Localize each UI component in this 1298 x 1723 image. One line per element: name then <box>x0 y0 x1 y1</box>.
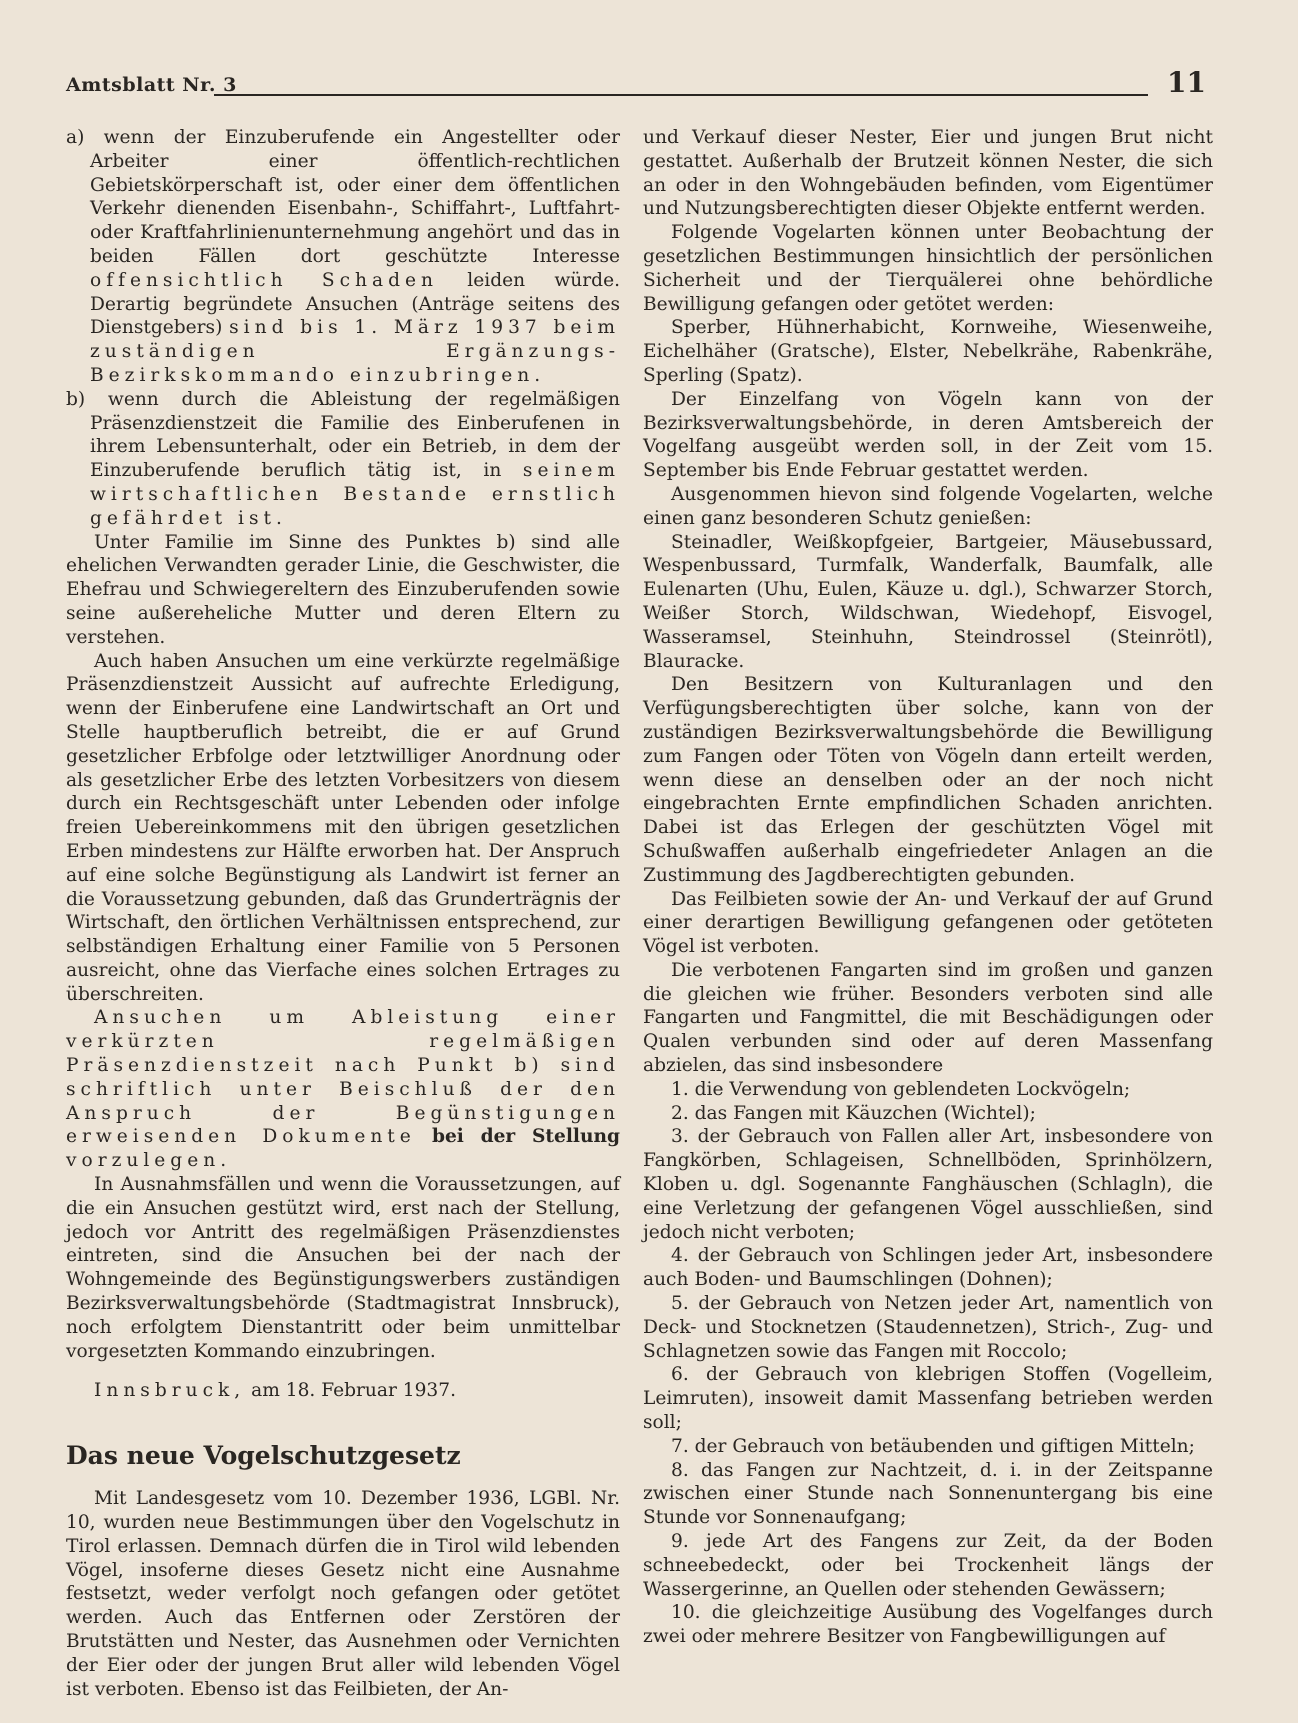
paragraph-family: Unter Familie im Sinne des Punktes b) sind alle ehelichen Verwandten gerader Linie, die Geschwister, die Ehefrau und Schwiegereltern des Einzuberufenden sowie seine außereheliche Mutter und deren Eltern zu verstehen. <box>66 531 620 648</box>
application-spaced-1: Ansuchen um Ableistung einer verkürzten regelmäßigen Präsenzdienstzeit nach Punkt b) sind schriftlich unter Beischluß der den Anspruch der Begünstigungen erweisenden Dokumente <box>66 1007 620 1148</box>
application-bold: bei der Stellung <box>431 1126 620 1148</box>
paragraph-single-catch: Der Einzelfang von Vögeln kann von der Bezirksverwaltungsbehörde, in deren Amtsbereich der Vogelfang ausgeübt werden soll, in der Zeit vom 15. September bis Ende Februar gestattet werden. <box>643 388 1213 482</box>
paragraph-protected-intro: Ausgenommen hievon sind folgende Vogelarten, welche einen ganz besonderen Schutz genießen: <box>643 483 1213 529</box>
date-text: am 18. Februar 1937. <box>251 1380 457 1402</box>
item-b-spaced: seinem wirtschaftlichen Bestande ernstlich gefährdet ist. <box>90 460 621 529</box>
paragraph-exceptions: In Ausnahmsfällen und wenn die Voraussetzungen, auf die ein Ansuchen gestützt wird, erst nach der Stellung, jedoch vor Antritt des regelmäßigen Präsenzdienstes eintreten, sind die Ansuchen bei der nach der Wohngemeinde des Begünstigungswerbers zuständigen Bezirksverwaltungsbehörde (Stadtmagistrat Innsbruck), noch erfolgtem Dienstantritt oder beim unmittelbar vorgesetzten Kommando einzubringen. <box>66 1174 620 1362</box>
paragraph-owners: Den Besitzern von Kulturanlagen und den Verfügungsberechtigten über solche, kann von der zuständigen Bezirksverwaltungsbehörde die Bewilligung zum Fangen oder Töten von Vögeln dann erteilt werden, wenn diese an denselben oder an der noch nicht eingebrachten Ernte empfindlichen Schaden anrichten. Dabei ist das Erlegen der geschützten Vögel mit Schußwaffen außerhalb eingefriedeter Anlagen an die Zustimmung des Jagdberechtigten gebunden. <box>643 674 1213 886</box>
header-rule <box>214 94 1148 96</box>
application-spaced-2: vorzulegen. <box>66 1150 232 1172</box>
list-item: 6. der Gebrauch von klebrigen Stoffen (Vogelleim, Leimruten), insoweit damit Massenfang betrieben werden soll; <box>643 1364 1213 1434</box>
publication-title: Amtsblatt Nr. 3 <box>66 74 237 96</box>
item-a-text: wenn der Einzuberufende ein Angestellter oder Arbeiter einer öffentlich-rechtlichen Gebietskörperschaft ist, oder einer dem öffentlichen Verkehr dienenden Eisenbahn-, Schiffahrt-, Luftfahrt- oder Kraftfahrlinienunternehmung angehört und das in beiden Fällen dort geschützte Interesse <box>90 127 620 267</box>
list-item: 7. der Gebrauch von betäubenden und giftigen Mitteln; <box>671 1435 1195 1457</box>
list-item: 1. die Verwendung von geblendeten Lockvögeln; <box>671 1078 1131 1100</box>
date-place: Innsbruck, <box>94 1380 246 1402</box>
list-item: 2. das Fangen mit Käuzchen (Wichtel); <box>671 1102 1036 1124</box>
list-item: 5. der Gebrauch von Netzen jeder Art, namentlich von Deck- und Stocknetzen (Staudennetzen), Strich-, Zug- und Schlagnetzen sowie das Fangen mit Roccolo; <box>643 1293 1213 1362</box>
item-a <box>66 126 620 388</box>
paragraph-vogelschutz-intro: Mit Landesgesetz vom 10. Dezember 1936, LGBl. Nr. 10, wurden neue Bestimmungen über den Vogelschutz in Tirol erlassen. Demnach dürfen die in Tirol wild lebenden Vögel, insoferne dieses Gesetz nicht eine Ausnahme festsetzt, weder verfolgt noch gefangen oder getötet werden. Auch das Entfernen oder Zerstören der Brutstätten und Nester, das Ausnehmen oder Vernichten der Eier oder der jungen Brut aller wild lebenden Vögel ist verboten. Ebenso ist das Feilbieten, der An- <box>66 1488 620 1700</box>
item-b-text: wenn durch die Ableistung der regelmäßigen Präsenzdienstzeit die Familie des Einberufenen in ihrem Lebensunterhalt, oder ein Betrieb, in dem der Einzuberufende beruflich tätig ist, in <box>90 388 620 482</box>
item-b <box>66 388 620 531</box>
left-column <box>66 126 620 1701</box>
page-header <box>66 66 1206 106</box>
section-title: Das neue Vogelschutzgesetz <box>66 1441 461 1471</box>
paragraph-allowed-species: Sperber, Hühnerhabicht, Kornweihe, Wiesenweihe, Eichelhäher (Gratsche), Elster, Nebelkrähe, Rabenkrähe, Sperling (Spatz). <box>643 317 1213 386</box>
list-item: 10. die gleichzeitige Ausübung des Vogelfanges durch zwei oder mehrere Besitzer von Fangbewilligungen auf <box>643 1602 1213 1648</box>
paragraph-forbidden-methods: Die verbotenen Fangarten sind im großen und ganzen die gleichen wie früher. Besonders verboten sind alle Fangarten und Fangmittel, die mit Beschädigungen oder Qualen verbunden sind oder auf deren Massenfang abzielen, das sind insbesondere <box>643 959 1213 1077</box>
item-a-label: a) <box>66 127 85 148</box>
page-number: 11 <box>1167 66 1206 99</box>
paragraph-nests: und Verkauf dieser Nester, Eier und jungen Brut nicht gestattet. Außerhalb der Brutzeit können Nester, die sich an oder in den Wohngebäuden befinden, vom Eigentümer und Nutzungsberechtigten dieser Objekte entfernt werden. <box>643 127 1213 220</box>
list-item: 9. jede Art des Fangens zur Zeit, da der Boden schneebedeckt, oder bei Trockenheit längs der Wassergerinne, an Quellen oder stehenden Gewässern; <box>643 1531 1213 1600</box>
list-item: 4. der Gebrauch von Schlingen jeder Art, insbesondere auch Boden- und Baumschlingen (Dohnen); <box>643 1245 1213 1291</box>
paragraph-farm: Auch haben Ansuchen um eine verkürzte regelmäßige Präsenzdienstzeit Aussicht auf aufrechte Erledigung, wenn der Einberufene eine Landwirtschaft an Ort und Stelle hauptberuflich betreibt, die er auf Grund gesetzlicher Erbfolge oder letztwilliger Anordnung oder als gesetzlicher Erbe des letzten Vorbesitzers von diesem durch ein Rechtsgeschäft unter Lebenden oder infolge freien Uebereinkommens mit den übrigen gesetzlichen Erben mindestens zur Hälfte erworben hat. Der Anspruch auf eine solche Begünstigung als Landwirt ist ferner an die Voraussetzung gebunden, daß das Grunderträgnis der Wirtschaft, den örtlichen Verhältnissen entsprechend, zur selbständigen Erhaltung einer Familie von 5 Personen ausreicht, ohne das Vierfache eines solchen Ertrages zu überschreiten. <box>66 650 620 1005</box>
item-a-spaced-1: offensichtlich Schaden <box>90 269 438 291</box>
item-b-label: b) <box>66 388 86 410</box>
list-item: 8. das Fangen zur Nachtzeit, d. i. in der Zeitspanne zwischen einer Stunde nach Sonnenuntergang bis eine Stunde vor Sonnenaufgang; <box>643 1459 1213 1529</box>
right-column <box>643 126 1213 1649</box>
item-a-text-2: leiden würde. Derartig begründete Ansuchen (Anträge seitens des Dienstgebers) <box>90 269 620 339</box>
paragraph-application <box>66 1006 620 1173</box>
list-item: 3. der Gebrauch von Fallen aller Art, insbesondere von Fangkörben, Schlageisen, Schnellböden, Sprinhölzern, Kloben u. dgl. Sogenannte Fanghäuschen (Schlagln), die eine Verletzung der gefangenen Vögel ausschließen, sind jedoch nicht verboten; <box>643 1126 1213 1243</box>
paragraph-protected-species: Steinadler, Weißkopfgeier, Bartgeier, Mäusebussard, Wespenbussard, Turmfalk, Wanderfalk, Baumfalk, alle Eulenarten (Uhu, Eulen, Käuze u. dgl.), Schwarzer Storch, Weißer Storch, Wildschwan, Wiedehopf, Eisvogel, Wasseramsel, Steinhuhn, Steindrossel (Steinrötl), Blauracke. <box>643 531 1213 672</box>
item-a-spaced-2: sind bis 1. März 1937 beim zuständigen Ergänzungs-Bezirkskommando einzubringen. <box>90 317 620 386</box>
date-line <box>66 1379 620 1403</box>
paragraph-allowed-intro: Folgende Vogelarten können unter Beobachtung der gesetzlichen Bestimmungen hinsichtlich der persönlichen Sicherheit und der Tierquälerei ohne behördliche Bewilligung gefangen oder getötet werden: <box>643 222 1213 315</box>
paragraph-sale-ban: Das Feilbieten sowie der An- und Verkauf der auf Grund einer derartigen Bewilligung gefangenen oder getöteten Vögel ist verboten. <box>643 888 1213 958</box>
